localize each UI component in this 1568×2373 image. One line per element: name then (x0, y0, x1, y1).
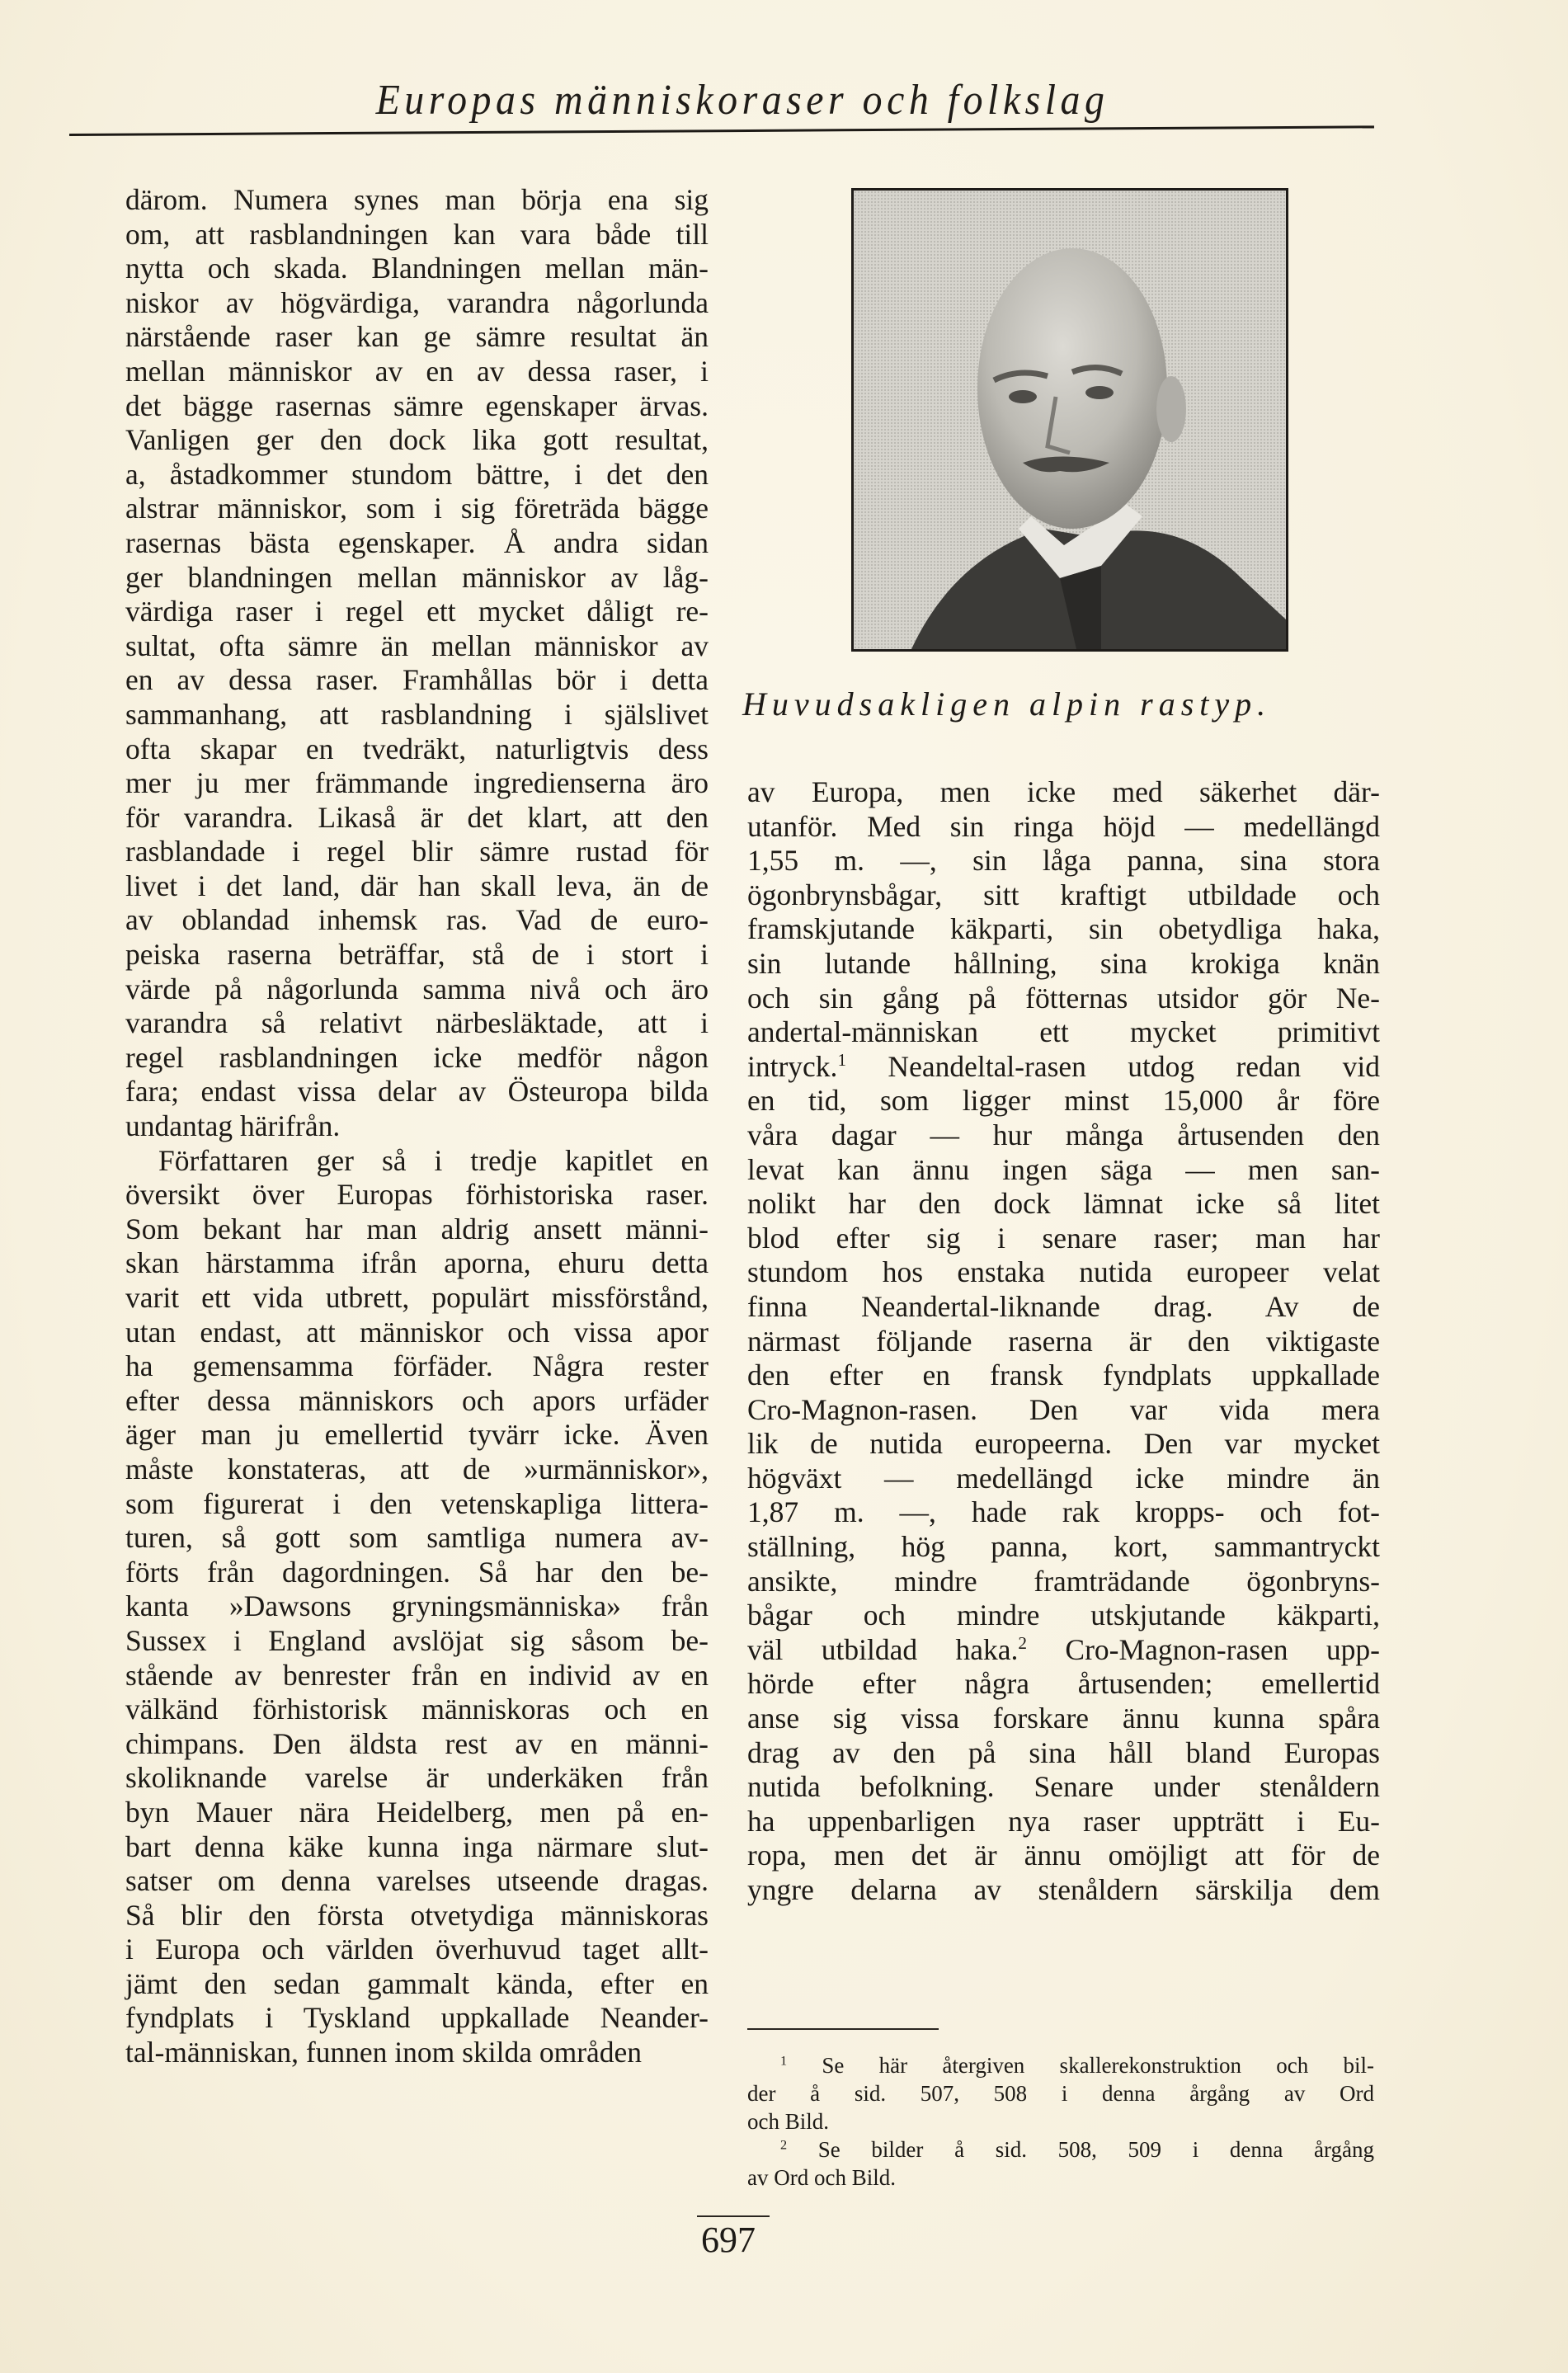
text-line (125, 1281, 709, 1316)
line-text: ha gemensamma förfäder. Några rester (125, 1349, 709, 1383)
line-text: sin lutande hållning, sina krokiga knän (747, 946, 1380, 980)
text-line (747, 1187, 1380, 1222)
text-line (747, 1598, 1380, 1633)
text-line (125, 1041, 709, 1076)
line-text: ha uppenbarligen nya raser uppträtt i Eu- (747, 1804, 1380, 1838)
text-line (125, 903, 709, 938)
line-text: byn Mauer nära Heidelberg, men på en- (125, 1795, 709, 1829)
text-line (747, 1427, 1380, 1462)
text-line (125, 458, 709, 492)
line-text: mellan människor av en av dessa raser, i (125, 354, 709, 388)
line-text: ropa, men det är ännu omöjligt att för de (747, 1839, 1380, 1872)
text-line (125, 1384, 709, 1419)
text-line (747, 982, 1380, 1016)
line-text: som figurerat i den vetenskapliga littera- (125, 1486, 709, 1520)
line-text: stående av benrester från en individ av en (125, 1658, 709, 1692)
line-text: alstrar människor, som i sig företräda bägge (125, 492, 709, 525)
line-text: Cro-Magnon-rasen. Den var vida mera (747, 1392, 1380, 1426)
line-text: lik de nutida europeerna. Den var mycket (747, 1427, 1380, 1461)
text-line (125, 218, 709, 252)
line-text: fara; endast vissa delar av Östeuropa bilda (125, 1075, 709, 1109)
line-text: livet i det land, där han skall leva, än de (125, 869, 709, 902)
text-line (747, 912, 1380, 947)
text-line (125, 1418, 709, 1453)
line-text: blod efter sig i senare raser; man har (747, 1221, 1380, 1255)
line-text: ögonbrynsbågar, sitt kraftigt utbildade och (747, 878, 1380, 911)
line-text: högväxt — medellängd icke mindre än (747, 1461, 1380, 1495)
line-text: rasblandade i regel blir sämre rustad för (125, 835, 709, 869)
line-text: mer ju mer främmande ingredienserna äro (125, 766, 709, 800)
text-line (125, 1487, 709, 1522)
line-text: stundom hos enstaka nutida europeer velat (747, 1255, 1380, 1289)
line-text: regel rasblandningen icke medför någon (125, 1040, 709, 1074)
line-text: niskor av högvärdiga, varandra någorlunda (125, 285, 709, 319)
portrait-photo (851, 188, 1288, 652)
line-text: sammanhang, att rasblandning i själslivet (125, 697, 709, 731)
line-text: bågar och mindre utskjutande käkparti, (747, 1598, 1380, 1632)
text-line (747, 1393, 1380, 1428)
text-line (747, 1839, 1380, 1873)
text-line (125, 1109, 709, 1144)
line-text: värde på någorlunda samma nivå och äro (125, 972, 709, 1005)
text-line (125, 1830, 709, 1865)
text-line (747, 878, 1380, 913)
line-text: den efter en fransk fyndplats uppkallade (747, 1358, 1380, 1392)
text-line (747, 844, 1380, 878)
line-text: a, åstadkommer stundom bättre, i det den (125, 457, 709, 491)
line-text: levat kan ännu ingen säga — men san- (747, 1152, 1380, 1186)
text-line (747, 1050, 1380, 1085)
text-line (125, 1178, 709, 1212)
line-text: rasernas bästa egenskaper. Å andra sidan (125, 525, 709, 559)
text-line (125, 1589, 709, 1624)
text-line (747, 810, 1380, 845)
line-text: översikt över Europas förhistoriska raser. (125, 1178, 709, 1212)
text-line (125, 2036, 709, 2070)
line-text: av Europa, men icke med säkerhet där- (747, 775, 1380, 808)
page-number: 697 (701, 2220, 756, 2260)
footnotes (747, 2051, 1374, 2192)
text-line (125, 1933, 709, 1967)
text-line (125, 972, 709, 1007)
line-text: om, att rasblandningen kan vara både till (125, 217, 709, 251)
line-text: värdiga raser i regel ett mycket dåligt re- (125, 595, 709, 629)
text-line (125, 869, 709, 904)
text-line (125, 663, 709, 698)
text-line (125, 1624, 709, 1659)
text-line (125, 183, 709, 218)
line-text: undantag härifrån. (125, 1109, 341, 1143)
text-line (125, 595, 709, 629)
text-line (747, 1565, 1380, 1599)
footnote-text: av Ord och Bild. (747, 2165, 896, 2190)
text-line (747, 1290, 1380, 1325)
text-line (747, 947, 1380, 982)
line-text: i Europa och världen överhuvud taget allt- (125, 1933, 709, 1966)
text-line (747, 1153, 1380, 1188)
text-line (747, 1222, 1380, 1256)
text-line (125, 1521, 709, 1556)
left-column (125, 183, 709, 2070)
footnote-line (747, 2107, 1374, 2135)
line-text: tal-människan, funnen inom skilda områden (125, 2036, 643, 2069)
text-line (747, 1770, 1380, 1805)
text-line (125, 1316, 709, 1350)
text-line (125, 1899, 709, 1933)
text-line (125, 1006, 709, 1041)
line-text: av oblandad inhemsk ras. Vad de euro- (125, 903, 709, 937)
line-text: för varandra. Likaså är det klart, att den (125, 800, 709, 834)
line-text: Sussex i England avslöjat sig såsom be- (125, 1623, 709, 1657)
text-line (747, 1358, 1380, 1393)
line-text: hörde efter några årtusenden; emellertid (747, 1667, 1380, 1701)
line-text: därom. Numera synes man börja ena sig (125, 183, 709, 216)
footnote-marker: 2 (1018, 1633, 1028, 1654)
footnote-marker: 1 (837, 1049, 847, 1070)
text-line (747, 1667, 1380, 1702)
line-text: 1,55 m. —, sin låga panna, sina stora (747, 844, 1380, 878)
footnote-line (747, 2163, 1374, 2192)
text-line (125, 801, 709, 836)
text-line (125, 1796, 709, 1830)
text-line (125, 1556, 709, 1590)
text-line (747, 1084, 1380, 1118)
text-line (125, 1246, 709, 1281)
text-line (747, 1633, 1380, 1668)
text-line (747, 1118, 1380, 1153)
line-text: och sin gång på fötternas utsidor gör Ne- (747, 981, 1380, 1015)
text-line (747, 1325, 1380, 1359)
line-text: äger man ju emellertid tyvärr icke. Även (125, 1418, 709, 1452)
line-text: en av dessa raser. Framhållas bör i detta (125, 663, 709, 697)
text-line (125, 286, 709, 321)
line-text: turen, så gott som samtliga numera av- (125, 1521, 709, 1555)
text-line (125, 389, 709, 424)
text-line (125, 1453, 709, 1487)
text-line (125, 1075, 709, 1109)
footnote-text: Se här återgiven skallerekonstruktion och bil- (822, 2053, 1375, 2078)
line-text: finna Neandertal-liknande drag. Av de (747, 1289, 1380, 1323)
footnote-line (747, 2079, 1374, 2107)
text-line (747, 775, 1380, 810)
line-text: utanför. Med sin ringa höjd — medellängd (747, 809, 1380, 843)
line-text-continued: Cro-Magnon-rasen upp- (1027, 1632, 1381, 1666)
text-line (747, 1495, 1380, 1530)
line-text: intryck. (747, 1049, 838, 1083)
line-text: utan endast, att människor och vissa apor (125, 1315, 709, 1349)
line-text: Vanligen ger den dock lika gott resultat, (125, 423, 709, 457)
line-text: sultat, ofta sämre än mellan människor av (125, 629, 709, 662)
text-line (747, 1702, 1380, 1736)
footnote-text: der å sid. 507, 508 i denna årgång av Ord (747, 2081, 1374, 2106)
line-text: jämt den sedan gammalt kända, efter en (125, 1966, 709, 2000)
text-line (125, 1144, 709, 1179)
text-line (125, 1349, 709, 1384)
text-line (125, 1967, 709, 2002)
line-text: ansikte, mindre framträdande ögonbryns- (747, 1564, 1380, 1598)
line-text: våra dagar — hur många årtusenden den (747, 1118, 1380, 1151)
text-line (747, 1530, 1380, 1565)
running-head: Europas människoraser och folkslag (375, 77, 1109, 124)
line-text: ger blandningen mellan människor av låg- (125, 560, 709, 594)
line-text: drag av den på sina håll bland Europas (747, 1735, 1380, 1769)
text-line (747, 1736, 1380, 1771)
text-line (125, 355, 709, 389)
photo-caption: Huvudsakligen alpin rastyp. (742, 685, 1272, 723)
text-line (125, 320, 709, 355)
text-line (747, 1873, 1380, 1908)
line-text: peiska raserna beträffar, stå de i stort i (125, 938, 709, 972)
footnote-divider (747, 2028, 939, 2030)
footnote-number: 1 (780, 2053, 788, 2069)
text-line (125, 1727, 709, 1762)
footnote-text: och Bild. (747, 2109, 829, 2134)
footnote-line (747, 2051, 1374, 2079)
text-line (125, 1212, 709, 1247)
footnote-number: 2 (780, 2137, 788, 2153)
line-text: bart denna käke kunna inga närmare slut- (125, 1829, 709, 1863)
line-text: närstående raser kan ge sämre resultat än (125, 320, 709, 354)
line-text: förts från dagordningen. Så har den be- (125, 1555, 709, 1589)
line-text: nolikt har den dock lämnat icke så litet (747, 1187, 1380, 1221)
text-line (125, 1659, 709, 1693)
footnote-text: Se bilder å sid. 508, 509 i denna årgång (817, 2137, 1374, 2162)
line-text: ställning, hög panna, kort, sammantryckt (747, 1530, 1380, 1564)
text-line (125, 732, 709, 767)
text-line (125, 2001, 709, 2036)
line-text: Så blir den första otvetydiga människoras (125, 1898, 709, 1932)
text-line (125, 938, 709, 972)
line-text: satser om denna varelses utseende dragas. (125, 1864, 709, 1898)
line-text: det bägge rasernas sämre egenskaper ärvas. (125, 388, 709, 422)
line-text: skan härstamma ifrån aporna, ehuru detta (125, 1246, 709, 1280)
line-text-continued: Neandeltal-rasen utdog redan vid (846, 1049, 1380, 1083)
text-line (747, 1805, 1380, 1839)
line-text: 1,87 m. —, hade rak kropps- och fot- (747, 1495, 1380, 1529)
line-text: måste konstateras, att de »urmänniskor», (125, 1452, 709, 1485)
line-text: ofta skapar en tvedräkt, naturligtvis dess (125, 732, 709, 765)
text-line (125, 492, 709, 526)
line-text: Som bekant har man aldrig ansett männi- (125, 1212, 709, 1245)
page-number-rule (697, 2215, 770, 2217)
line-text: chimpans. Den äldsta rest av en männi- (125, 1726, 709, 1760)
text-line (747, 1015, 1380, 1050)
line-text: efter dessa människors och apors urfäder (125, 1383, 709, 1417)
text-line (125, 1864, 709, 1899)
line-text: närmast följande raserna är den viktigaste (747, 1324, 1380, 1358)
line-text: nutida befolkning. Senare under stenåldern (747, 1770, 1380, 1804)
text-line (125, 629, 709, 664)
line-text: välkänd förhistorisk människoras och en (125, 1693, 709, 1726)
text-line (125, 252, 709, 286)
text-line (125, 526, 709, 561)
line-text: fyndplats i Tyskland uppkallade Neander- (125, 2001, 709, 2035)
line-text: varandra så relativt närbesläktade, att i (125, 1006, 709, 1040)
line-text: framskjutande käkparti, sin obetydliga haka, (747, 912, 1380, 946)
line-text: varit ett vida utbrett, populärt missförstånd, (125, 1281, 709, 1314)
text-line (125, 766, 709, 801)
text-line (747, 1462, 1380, 1496)
line-text: kanta »Dawsons gryningsmänniska» från (125, 1589, 709, 1623)
line-text: skoliknande varelse är underkäken från (125, 1761, 709, 1795)
text-line (125, 561, 709, 596)
text-line (125, 698, 709, 732)
text-line (125, 835, 709, 869)
line-text: yngre delarna av stenåldern särskilja dem (747, 1873, 1380, 1906)
line-text: andertal-människan ett mycket primitivt (747, 1015, 1380, 1049)
line-text: Författaren ger så i tredje kapitlet en (158, 1143, 709, 1177)
right-column (747, 775, 1380, 1908)
text-line (125, 1761, 709, 1796)
line-text: nytta och skada. Blandningen mellan män- (125, 252, 709, 285)
footnote-line (747, 2135, 1374, 2163)
line-text: anse sig vissa forskare ännu kunna spåra (747, 1702, 1380, 1735)
line-text: väl utbildad haka. (747, 1632, 1019, 1666)
text-line (125, 423, 709, 458)
line-text: en tid, som ligger minst 15,000 år före (747, 1084, 1380, 1118)
text-line (125, 1693, 709, 1727)
portrait-illustration (854, 191, 1286, 649)
text-line (747, 1255, 1380, 1290)
